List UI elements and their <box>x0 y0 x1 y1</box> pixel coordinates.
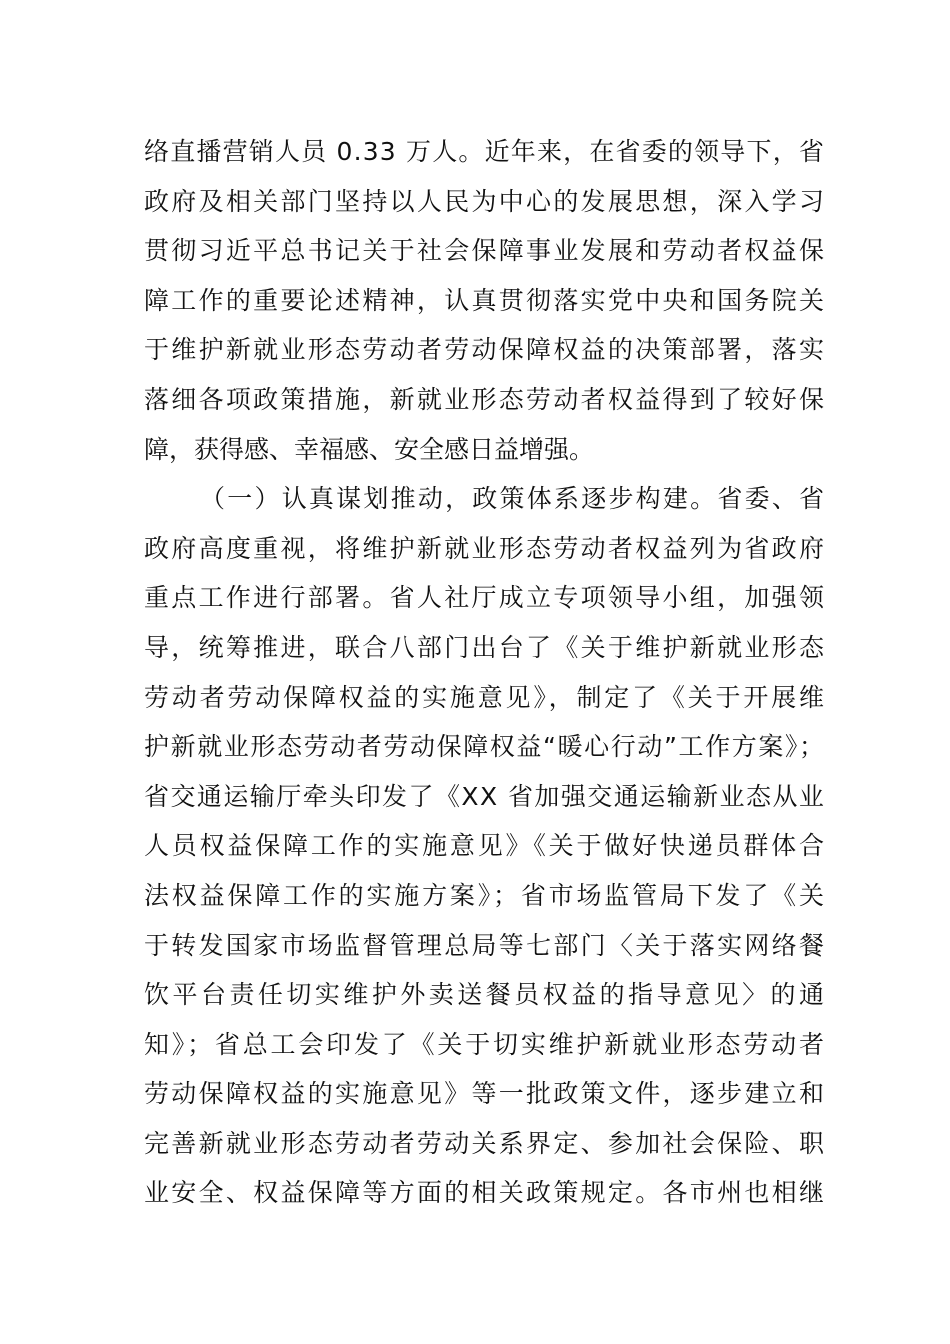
text-line: 法权益保障工作的实施方案》；省市场监管局下发了《关 <box>144 880 827 910</box>
text-line: 业安全、权益保障等方面的相关政策规定。各市州也相继 <box>144 1178 827 1208</box>
text-line: 障工作的重要论述精神，认真贯彻落实党中央和国务院关 <box>144 285 827 315</box>
text-line: 劳动保障权益的实施意见》等一批政策文件，逐步建立和 <box>144 1079 827 1109</box>
text-line: 障，获得感、幸福感、安全感日益增强。 <box>144 434 595 464</box>
text-line: 政府及相关部门坚持以人民为中心的发展思想，深入学习 <box>144 186 827 216</box>
text-line: 知》；省总工会印发了《关于切实维护新就业形态劳动者 <box>144 1029 827 1059</box>
text-line: 护新就业形态劳动者劳动保障权益“暖心行动”工作方案》； <box>144 732 826 762</box>
document-body <box>144 127 828 1218</box>
text-line: 落细各项政策措施，新就业形态劳动者权益得到了较好保 <box>144 384 827 414</box>
text-line: 政府高度重视，将维护新就业形态劳动者权益列为省政府 <box>144 533 827 563</box>
text-line: 重点工作进行部署。省人社厅成立专项领导小组，加强领 <box>144 583 827 613</box>
text-line: 于转发国家市场监督管理总局等七部门〈关于落实网络餐 <box>144 930 827 960</box>
text-line: 省交通运输厅牵头印发了《XX 省加强交通运输新业态从业 <box>144 781 826 811</box>
text-line: 人员权益保障工作的实施意见》《关于做好快递员群体合 <box>144 831 827 861</box>
text-line: 于维护新就业形态劳动者劳动保障权益的决策部署，落实 <box>144 335 827 365</box>
text-line: 贯彻习近平总书记关于社会保障事业发展和劳动者权益保 <box>144 236 827 266</box>
text-line: 完善新就业形态劳动者劳动关系界定、参加社会保险、职 <box>144 1128 827 1158</box>
text-line: 络直播营销人员 0.33 万人。近年来，在省委的领导下，省 <box>144 137 826 166</box>
text-line: （一）认真谋划推动，政策体系逐步构建。省委、省 <box>200 484 827 514</box>
text-line: 劳动者劳动保障权益的实施意见》，制定了《关于开展维 <box>144 682 827 712</box>
text-line: 导，统筹推进，联合八部门出台了《关于维护新就业形态 <box>144 632 827 662</box>
text-line: 饮平台责任切实维护外卖送餐员权益的指导意见〉的通 <box>144 980 828 1010</box>
